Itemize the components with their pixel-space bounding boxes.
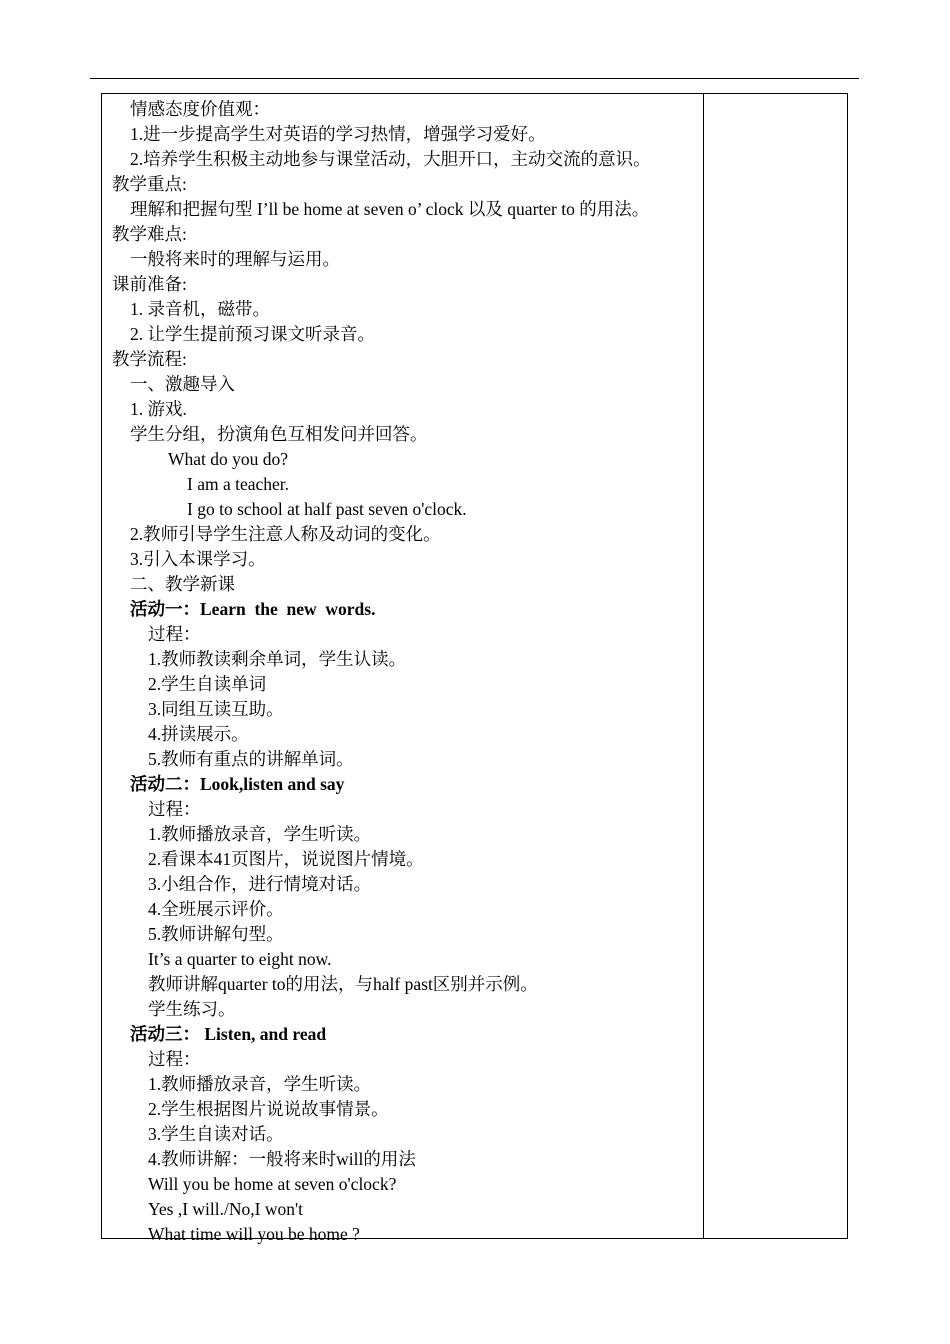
text-line: 1. 录音机，磁带。 bbox=[130, 299, 270, 319]
step-item: 2.看课本41页图片，说说图片情境。 bbox=[148, 849, 424, 869]
subsection-heading: 一、激趣导入 bbox=[130, 374, 235, 394]
activity-heading: 活动三： Listen, and read bbox=[130, 1024, 327, 1044]
activity-heading: 活动一：Learn the new words. bbox=[130, 599, 376, 619]
example-sentence: Will you be home at seven o'clock? bbox=[148, 1174, 397, 1194]
process-label: 过程： bbox=[148, 799, 201, 819]
text-line: 学生练习。 bbox=[148, 999, 236, 1019]
step-item: 5.教师有重点的讲解单词。 bbox=[148, 749, 354, 769]
text-line: 1.进一步提高学生对英语的学习热情，增强学习爱好。 bbox=[130, 124, 546, 144]
text-line: 一般将来时的理解与运用。 bbox=[130, 249, 340, 269]
header-rule bbox=[90, 78, 859, 79]
step-item: 1.教师教读剩余单词，学生认读。 bbox=[148, 649, 407, 669]
example-sentence: What time will you be home ? bbox=[148, 1224, 360, 1244]
section-heading-attitude: 情感态度价值观： bbox=[130, 99, 270, 119]
text-line: 理解和把握句型 I’ll be home at seven o’ clock 以及 quarter to 的用法。 bbox=[130, 199, 650, 219]
step-item: 3.小组合作，进行情境对话。 bbox=[148, 874, 372, 894]
text-line: 1. 游戏. bbox=[130, 399, 187, 419]
step-item: 4.教师讲解：一般将来时will的用法 bbox=[148, 1149, 416, 1169]
subsection-heading: 二、教学新课 bbox=[130, 574, 235, 594]
section-heading-key-points: 教学重点: bbox=[112, 174, 187, 194]
section-heading-preparation: 课前准备: bbox=[112, 274, 187, 294]
column-divider bbox=[703, 94, 704, 1238]
process-label: 过程： bbox=[148, 1049, 201, 1069]
section-heading-difficulties: 教学难点: bbox=[112, 224, 187, 244]
step-item: 1.教师播放录音，学生听读。 bbox=[148, 1074, 372, 1094]
text-line: 2. 让学生提前预习课文听录音。 bbox=[130, 324, 375, 344]
text-line: 教师讲解quarter to的用法，与half past区别并示例。 bbox=[148, 974, 538, 994]
step-item: 3.学生自读对话。 bbox=[148, 1124, 284, 1144]
step-item: 2.学生根据图片说说故事情景。 bbox=[148, 1099, 389, 1119]
text-line: 3.引入本课学习。 bbox=[130, 549, 266, 569]
step-item: 1.教师播放录音，学生听读。 bbox=[148, 824, 372, 844]
lesson-plan-content bbox=[102, 94, 702, 1244]
step-item: 3.同组互读互助。 bbox=[148, 699, 284, 719]
lesson-plan-table bbox=[101, 93, 848, 1244]
step-item: 2.学生自读单词 bbox=[148, 674, 267, 694]
text-line: 学生分组，扮演角色互相发问并回答。 bbox=[130, 424, 428, 444]
activity-heading: 活动二：Look,listen and say bbox=[130, 774, 345, 794]
dialogue-line: What do you do? bbox=[168, 449, 289, 469]
dialogue-line: I am a teacher. bbox=[187, 474, 290, 494]
section-heading-procedure: 教学流程: bbox=[112, 349, 187, 369]
example-sentence: Yes ,I will./No,I won't bbox=[148, 1199, 303, 1219]
step-item: 4.全班展示评价。 bbox=[148, 899, 284, 919]
text-line: 2.培养学生积极主动地参与课堂活动，大胆开口，主动交流的意识。 bbox=[130, 149, 651, 169]
step-item: 4.拼读展示。 bbox=[148, 724, 249, 744]
text-line: 2.教师引导学生注意人称及动词的变化。 bbox=[130, 524, 441, 544]
process-label: 过程： bbox=[148, 624, 201, 644]
dialogue-line: I go to school at half past seven o'clock. bbox=[187, 499, 467, 519]
example-sentence: It’s a quarter to eight now. bbox=[148, 949, 332, 969]
step-item: 5.教师讲解句型。 bbox=[148, 924, 284, 944]
